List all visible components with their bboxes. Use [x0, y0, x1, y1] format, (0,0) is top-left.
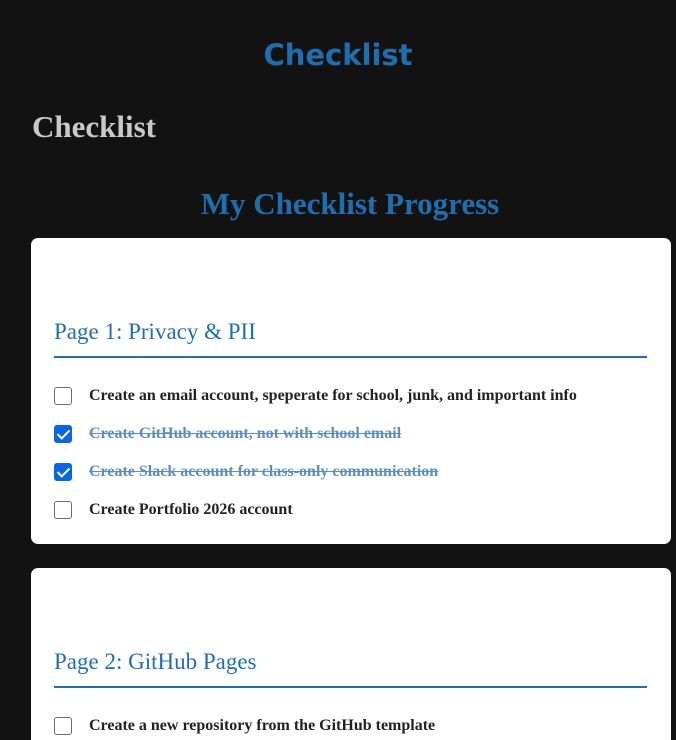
checkbox[interactable] — [54, 717, 72, 735]
checklist-card-page-2 — [31, 568, 671, 740]
section-title: Page 1: Privacy & PII — [54, 317, 647, 358]
checkbox[interactable] — [54, 387, 72, 405]
checkbox[interactable] — [54, 501, 72, 519]
checklist-item[interactable] — [54, 377, 577, 415]
checklist-card-page-1 — [31, 238, 671, 544]
site-title: Checklist — [263, 38, 413, 72]
checklist-item[interactable] — [54, 707, 435, 740]
checklist-item-label: Create a new repository from the GitHub template — [89, 717, 436, 734]
checkbox[interactable] — [54, 425, 72, 443]
checklist-item-label: Create Slack account for class-only communication — [89, 463, 439, 480]
checklist-item-label: Create GitHub account, not with school email — [89, 425, 402, 442]
checkbox[interactable] — [54, 463, 72, 481]
checklist-items — [54, 707, 435, 740]
checklist-item[interactable] — [54, 453, 577, 491]
checklist-item[interactable] — [54, 415, 577, 453]
checklist-items — [54, 377, 577, 529]
progress-title: My Checklist Progress — [200, 186, 500, 221]
checklist-item-label: Create Portfolio 2026 account — [89, 501, 293, 518]
checklist-item[interactable] — [54, 491, 577, 529]
checklist-item-label: Create an email account, speperate for school, junk, and important info — [89, 387, 577, 404]
section-title: Page 2: GitHub Pages — [54, 647, 647, 688]
page-heading: Checklist — [32, 109, 156, 144]
